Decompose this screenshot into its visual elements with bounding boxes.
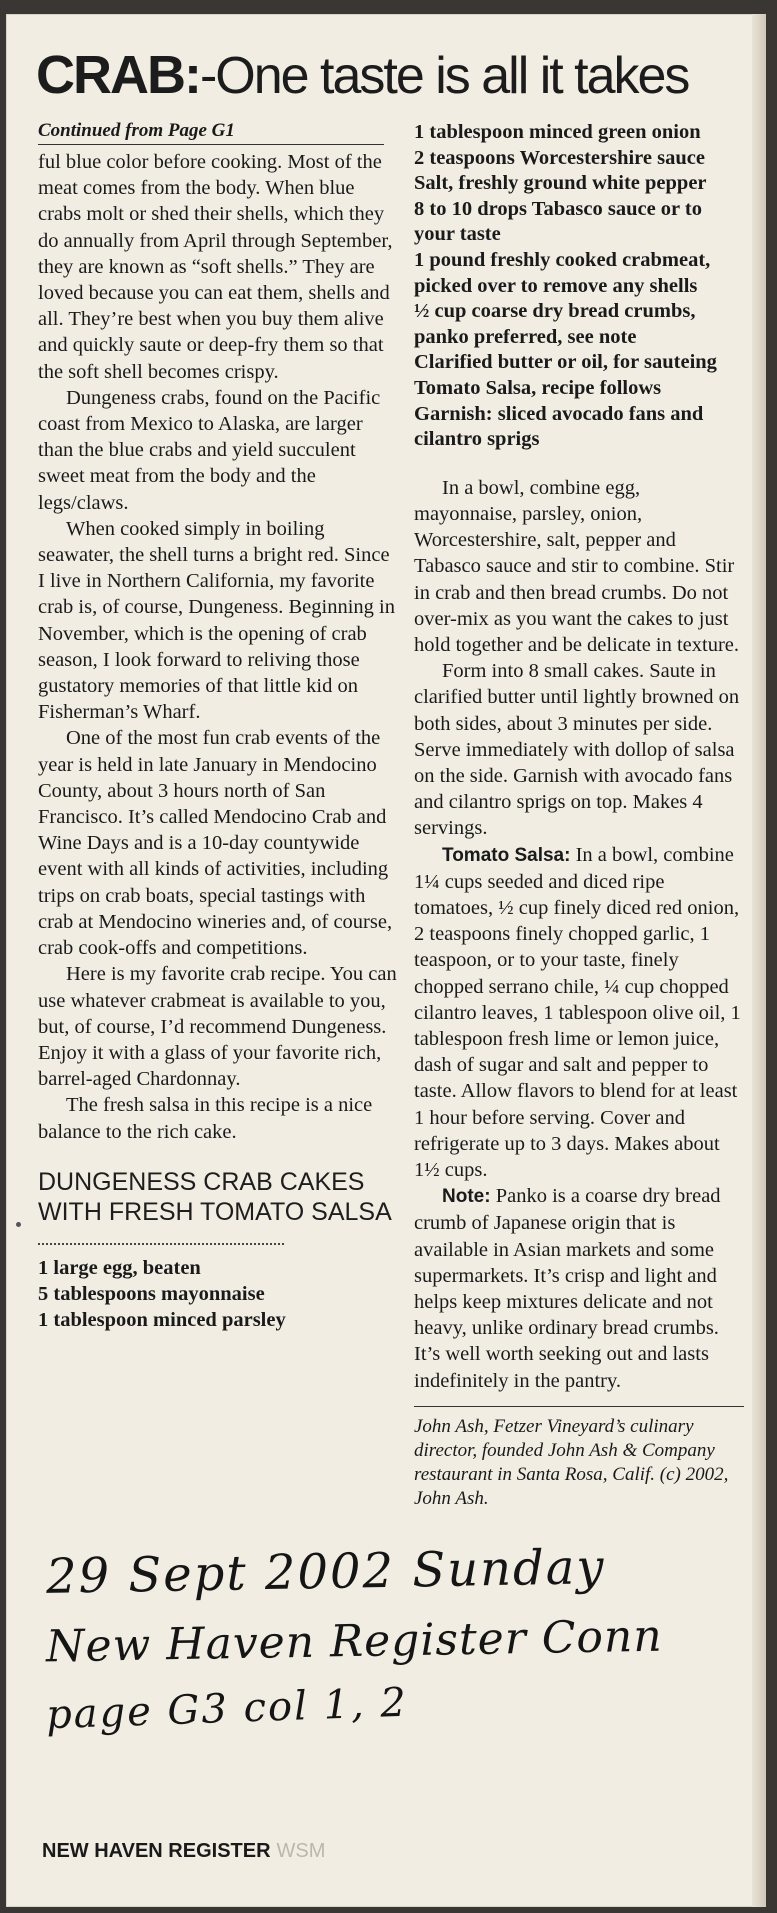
headline <box>36 44 688 106</box>
salsa-label: Tomato Salsa: <box>442 844 571 866</box>
ingredient-item: Garnish: sliced avocado fans and cilantro sprigs <box>414 402 704 451</box>
ingredient-item: Tomato Salsa, recipe follows <box>414 376 662 399</box>
footer-faint-mark: WSM <box>276 1840 326 1862</box>
ingredient-item: Salt, freshly ground white pepper <box>414 172 707 195</box>
ingredient-item: 1 tablespoon minced green onion <box>414 121 701 143</box>
handwritten-source: New Haven Register Conn <box>45 1610 663 1673</box>
article-paragraph: ful blue color before cooking. Most of the meat comes from the body. When blue crabs molt or shed their shells, which they do annually from April through September, they are known as “soft shells.” They are loved because you can eat them, shells and all. They’re best when you buy them alive and quickly saute or deep-fry them so that the soft shell becomes crispy. <box>38 151 393 383</box>
continued-line: Continued from Page G1 <box>38 120 384 145</box>
headline-crab: CRAB: <box>36 45 200 105</box>
note-label: Note: <box>442 1186 491 1208</box>
direction-paragraph: Form into 8 small cakes. Saute in clarified butter until lightly browned on both sides, about 3 minutes per side. Serve immediately with dollop of salsa on the side. Garnish with avocado fans and cilantro sprigs on top. Makes 4 servings. <box>414 660 740 840</box>
left-column <box>38 120 401 1333</box>
newspaper-clipping <box>6 14 766 1907</box>
salsa-text: In a bowl, combine 1¼ cups seeded and diced ripe tomatoes, ½ cup finely diced red onion, 2 teaspoons finely chopped garlic, 1 teaspoon, or to your taste, finely chopped serrano chile, ¼ cup chopped cilantro leaves, 1 tablespoon olive oil, 1 tablespoon fresh lime or lemon juice, dash of sugar and salt and pepper to taste. Allow flavors to blend for at least 1 hour before serving. Cover and refrigerate up to 3 days. Makes about 1½ cups. <box>414 843 741 1181</box>
dotted-divider <box>38 1243 284 1245</box>
recipe-title: DUNGENESS CRAB CAKES WITH FRESH TOMATO SALSA <box>38 1167 392 1226</box>
handwritten-date: 29 Sept 2002 Sunday <box>45 1539 606 1605</box>
ingredient-item: 1 tablespoon minced parsley <box>38 1308 286 1331</box>
author-credit: John Ash, Fetzer Vineyard’s culinary director, founded John Ash & Company restaurant in Santa Rosa, Calif. (c) 2002, John Ash. <box>414 1415 729 1509</box>
print-speck <box>16 1222 21 1227</box>
article-paragraph: One of the most fun crab events of the year is held in late January in Mendocino County, about 3 hours north of San Francisco. It’s called Mendocino Crab and Wine Days and is a 10-day countywide event with all kinds of activities, including trips on crab boats, special tastings with crab at Mendocino wineries and, of course, crab cook-offs and competitions. <box>38 727 393 960</box>
ingredient-item: 1 pound freshly cooked crabmeat, picked over to remove any shells <box>414 248 711 297</box>
ingredient-item: 1 large egg, beaten <box>38 1256 201 1279</box>
handwritten-page: page G3 col 1, 2 <box>45 1679 409 1739</box>
article-paragraph: When cooked simply in boiling seawater, the shell turns a bright red. Since I live in Northern California, my favorite crab is, of course, Dungeness. Beginning in November, which is the opening of crab season, I look forward to reliving those gustatory memories of that little kid on Fisherman’s Wharf. <box>38 517 395 724</box>
article-paragraph: The fresh salsa in this recipe is a nice balance to the rich cake. <box>38 1094 373 1143</box>
headline-tagline: -One taste is all it takes <box>199 47 689 105</box>
ingredient-item: ½ cup coarse dry bread crumbs, panko preferred, see note <box>414 300 696 348</box>
newspaper-name: NEW HAVEN REGISTER <box>42 1840 271 1862</box>
credit-divider <box>414 1406 744 1407</box>
note-paragraph <box>414 1183 744 1394</box>
paper-torn-edge <box>752 14 766 1907</box>
ingredient-item: 2 teaspoons Worcestershire sauce <box>414 146 705 169</box>
ingredient-item: 5 tablespoons mayonnaise <box>38 1282 265 1305</box>
article-paragraph: Dungeness crabs, found on the Pacific coast from Mexico to Alaska, are larger than the blue crabs and yield succulent sweet meat from the body and the legs/claws. <box>38 386 381 514</box>
article-paragraph: Here is my favorite crab recipe. You can use whatever crabmeat is available to you, but, of course, I’d recommend Dungeness. Enjoy it with a glass of your favorite rich, barrel-aged Chardonnay. <box>38 963 397 1091</box>
ingredient-item: Clarified butter or oil, for sauteing <box>414 351 717 374</box>
right-column <box>414 120 744 1511</box>
note-text: Panko is a coarse dry bread crumb of Japanese origin that is available in Asian markets and some supermarkets. It’s crisp and light and helps keep mixtures delicate and not heavy, unlike ordinary bread crumbs. It’s well worth seeking out and lasts indefinitely in the pantry. <box>414 1185 721 1392</box>
newspaper-footer <box>42 1840 325 1863</box>
salsa-paragraph <box>414 842 744 1184</box>
direction-paragraph: In a bowl, combine egg, mayonnaise, parsley, onion, Worcestershire, salt, pepper and Tabasco sauce and stir to combine. Stir in crab and then bread crumbs. Do not over-mix as you want the cakes to just hold together and be delicate in texture. <box>414 476 740 656</box>
ingredient-item: 8 to 10 drops Tabasco sauce or to your taste <box>414 197 702 246</box>
